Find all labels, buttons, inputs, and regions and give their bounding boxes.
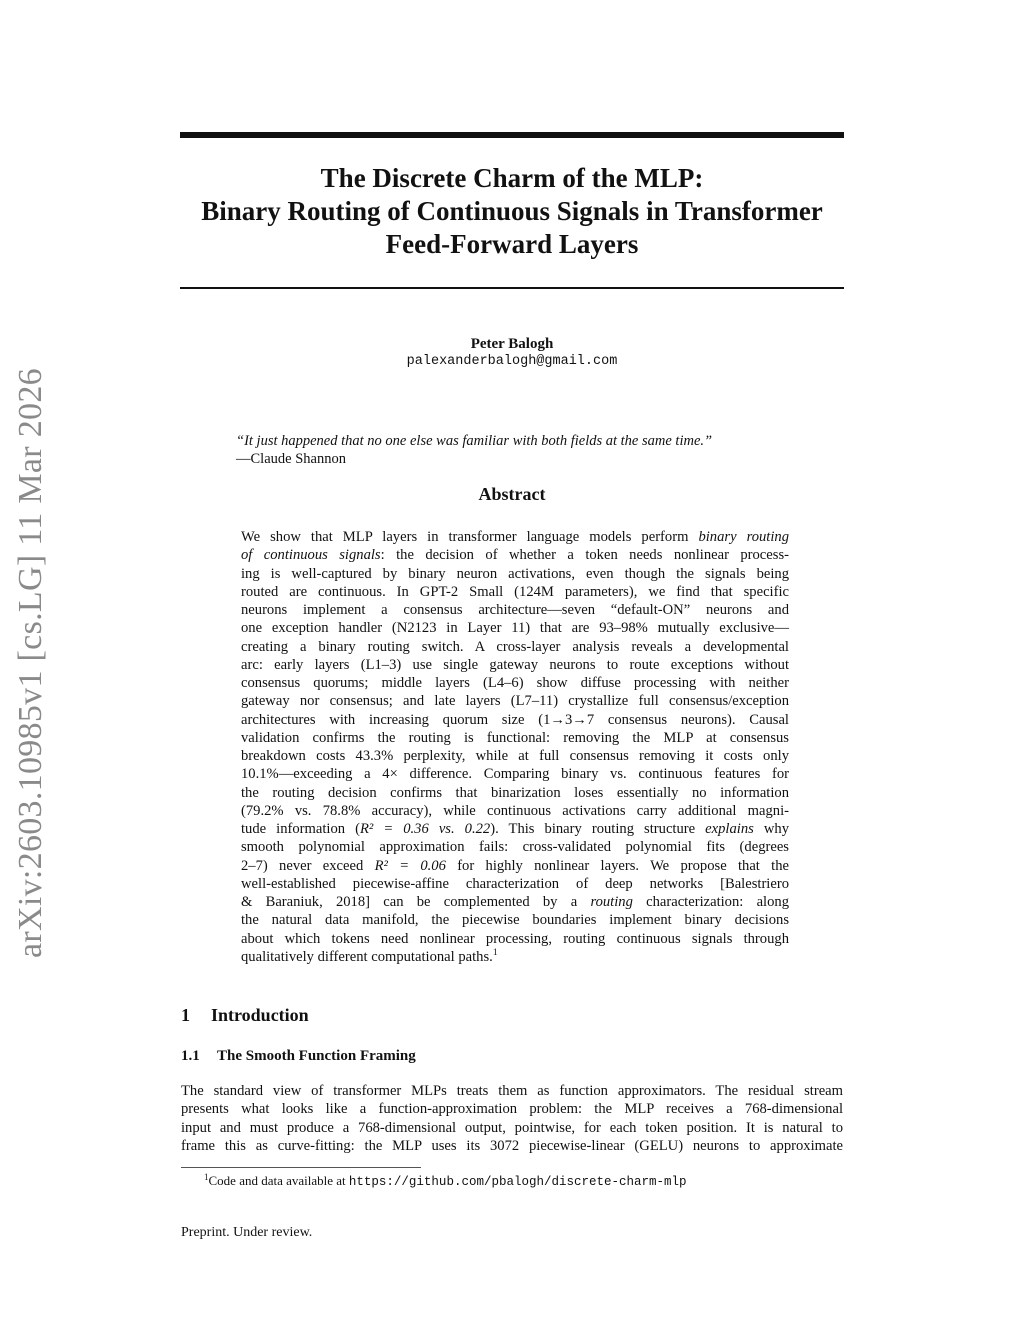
title-line: Binary Routing of Continuous Signals in Transformer (201, 196, 823, 226)
abstract-line: 2–7) never exceed R² = 0.06 for highly nonlinear layers. We propose that the (241, 857, 790, 874)
abstract-line: neurons implement a consensus architecture—seven “default-ON” neurons and (241, 602, 789, 618)
abstract-line: qualitatively different computational paths.$^1$ (241, 947, 498, 965)
abstract-line: (79.2% vs. 78.8% accuracy), while continuous activations carry additional magni- (241, 802, 789, 819)
body-line: presents what looks like a function-approximation problem: the MLP receives a 768-dimensional (181, 1101, 843, 1118)
abstract-line: routed are continuous. In GPT-2 Small (124M parameters), we find that specific (241, 583, 789, 600)
abstract-line: We show that MLP layers in transformer language models perform binary routing (241, 529, 789, 545)
abstract-line: one exception handler (N2123 in Layer 11) that are 93–98% mutually exclusive— (241, 620, 789, 637)
abstract-line: gateway nor consensus; and late layers (L7–11) crystallize full consensus/exception (241, 693, 789, 710)
abstract-line: about which tokens need nonlinear processing, routing continuous signals through (241, 930, 789, 947)
title-line: Feed-Forward Layers (385, 229, 639, 259)
abstract-body (241, 528, 789, 966)
paper-title (160, 162, 864, 261)
author-email[interactable]: palexanderbalogh@gmail.com (406, 354, 618, 369)
footnote: $^1$Code and data available at https://github.com/pbalogh/discrete-charm-mlp (204, 1172, 687, 1189)
abstract-line: smooth polynomial approximation fails: cross-validated polynomial fits (degrees (241, 839, 789, 856)
body-line: input and must produce a 768-dimensional output, pointwise, for each token position. It is natural to (181, 1119, 843, 1136)
abstract-line: consensus quorums; middle layers (L4–6) show diffuse processing with neither (241, 675, 789, 691)
abstract-line: validation confirms the routing is functional: removing the MLP at consensus (241, 729, 789, 746)
epigraph-quote: “It just happened that no one else was familiar with both fields at the same time.” (236, 433, 713, 449)
section-heading: 1 Introduction (181, 1005, 309, 1025)
abstract-line: arc: early layers (L1–3) use single gateway neurons to route exceptions without (241, 656, 789, 673)
abstract-line: ing is well-captured by binary neuron activations, even though the signals being (241, 565, 789, 582)
abstract-line: tude information (R² = 0.36 vs. 0.22). This binary routing structure explains why (241, 821, 789, 837)
title-top-rule (180, 132, 844, 138)
author-block (0, 335, 1024, 371)
epigraph (236, 432, 796, 468)
intro-paragraph (181, 1082, 843, 1155)
epigraph-attribution: —Claude Shannon (236, 451, 346, 467)
abstract-line: the natural data manifold, the piecewise boundaries implement binary decisions (241, 912, 789, 929)
footnote-mark[interactable]: 1 (492, 947, 498, 958)
math-r2: R² = 0.36 vs. 0.22 (360, 821, 491, 837)
title-bottom-rule (180, 287, 844, 289)
body-line: The standard view of transformer MLPs treats them as function approximators. The residual stream (181, 1083, 843, 1099)
abstract-line: creating a binary routing switch. A cross-layer analysis reveals a developmental (241, 638, 789, 655)
arxiv-stamp: arXiv:2603.10985v1 [cs.LG] 11 Mar 2026 (12, 368, 49, 958)
title-line: The Discrete Charm of the MLP: (320, 163, 704, 193)
abstract-line: & Baraniuk, 2018] can be complemented by a routing characterization: along (241, 894, 789, 910)
abstract-line: architectures with increasing quorum size (1→3→7 consensus neurons). Causal (241, 711, 789, 728)
math-r2: R² = 0.06 (374, 857, 446, 874)
abstract-line: of continuous signals: the decision of whether a token needs nonlinear process- (241, 547, 789, 564)
page-footer: Preprint. Under review. (181, 1225, 313, 1240)
body-line: frame this as curve-fitting: the MLP uses its 3072 piecewise-linear (GELU) neurons to approximate (181, 1137, 843, 1154)
abstract-line: 10.1%—exceeding a 4× difference. Comparing binary vs. continuous features for (241, 766, 789, 783)
subsection-heading: 1.1 The Smooth Function Framing (181, 1048, 416, 1064)
abstract-line: well-established piecewise-affine characterization of deep networks [Balestriero (241, 875, 789, 892)
abstract-heading: Abstract (478, 484, 546, 504)
footnote-rule (181, 1167, 421, 1168)
abstract-line: the routing decision confirms that binarization loses essentially no information (241, 784, 789, 801)
footnote-url[interactable]: https://github.com/pbalogh/discrete-charm-mlp (348, 1175, 687, 1189)
author-name: Peter Balogh (470, 336, 554, 352)
abstract-line: breakdown costs 43.3% perplexity, while at full consensus removing it costs only (241, 748, 789, 764)
